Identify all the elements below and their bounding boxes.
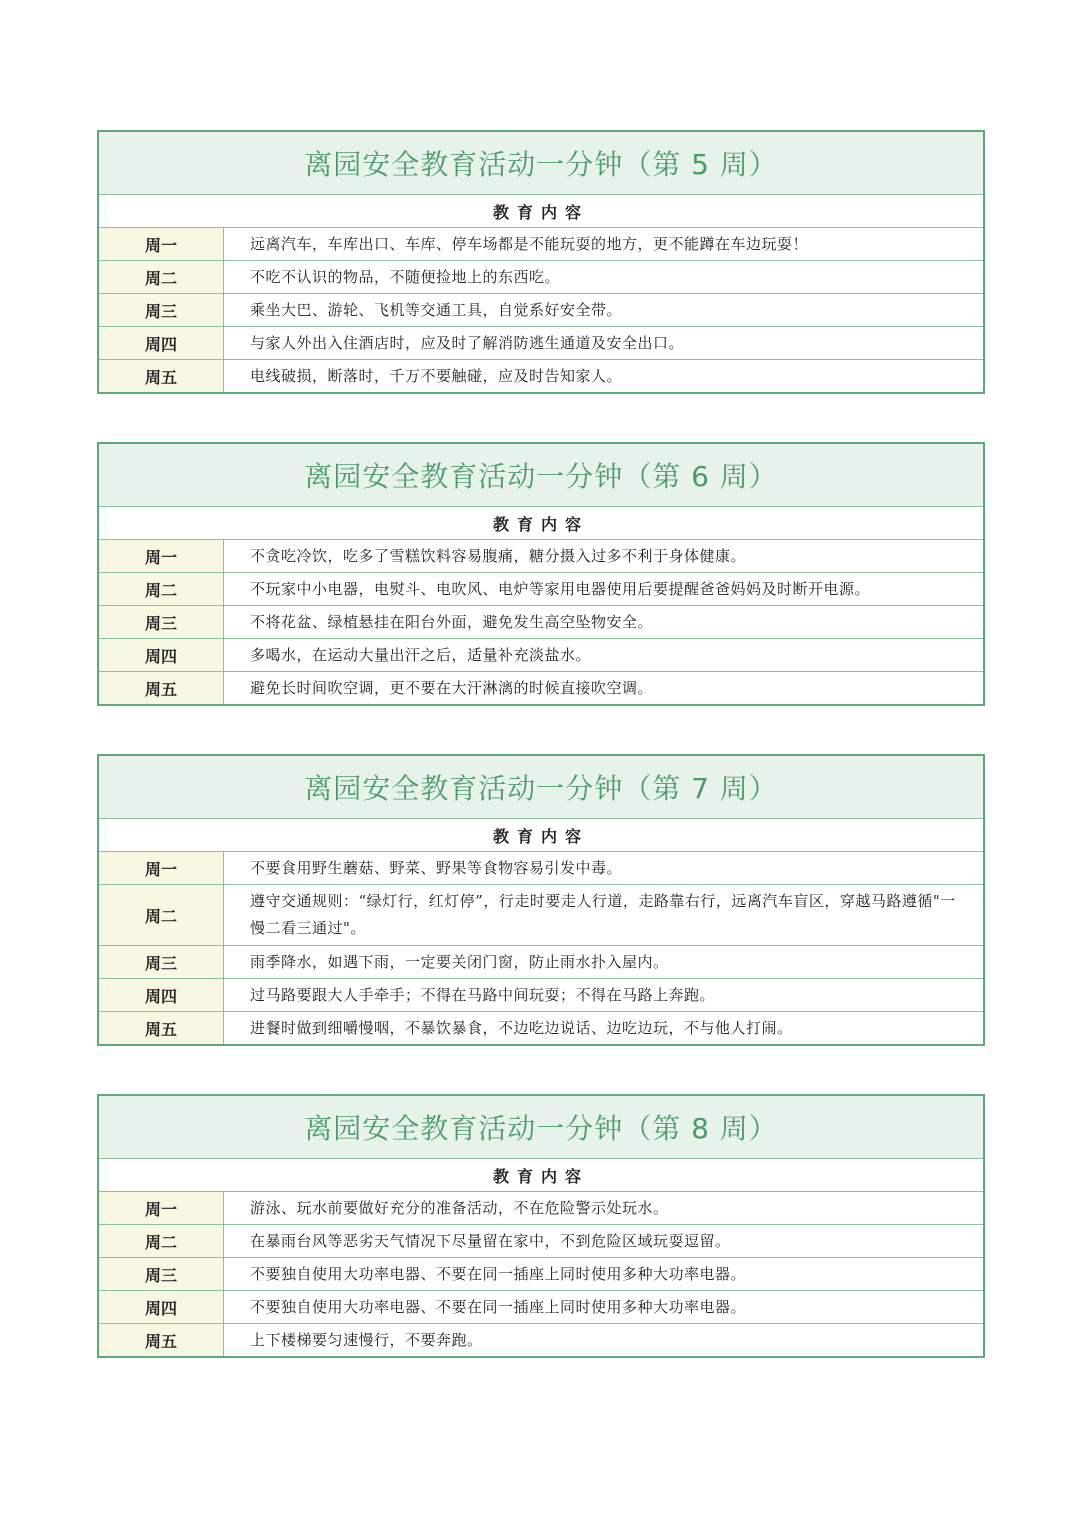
table-row <box>99 228 983 261</box>
day-label: 周一 <box>99 228 224 260</box>
content-text: 雨季降水，如遇下雨，一定要关闭门窗，防止雨水扑入屋内。 <box>250 952 669 971</box>
table-row <box>99 573 983 606</box>
table-title: 离园安全教育活动一分钟（第 6 周） <box>99 444 983 507</box>
table-header: 教育内容 <box>99 1159 983 1192</box>
table-row <box>99 1012 983 1044</box>
content-text: 不玩家中小电器，电熨斗、电吹风、电炉等家用电器使用后要提醒爸爸妈妈及时断开电源。 <box>250 579 871 598</box>
content-text: 乘坐大巴、游轮、飞机等交通工具，自觉系好安全带。 <box>250 300 623 319</box>
content-text: 不要独自使用大功率电器、不要在同一插座上同时使用多种大功率电器。 <box>250 1297 747 1316</box>
day-label: 周一 <box>99 852 224 884</box>
table-row <box>99 1324 983 1356</box>
table-row <box>99 1192 983 1225</box>
table-title: 离园安全教育活动一分钟（第 5 周） <box>99 132 983 195</box>
day-label: 周二 <box>99 885 224 945</box>
table-row <box>99 885 983 946</box>
content-text: 不吃不认识的物品，不随便捡地上的东西吃。 <box>250 267 561 286</box>
day-label: 周三 <box>99 606 224 638</box>
day-label: 周二 <box>99 1225 224 1257</box>
table-row <box>99 979 983 1012</box>
content-text: 不贪吃冷饮，吃多了雪糕饮料容易腹痛，糖分摄入过多不利于身体健康。 <box>250 546 747 565</box>
table-row <box>99 540 983 573</box>
day-label: 周二 <box>99 261 224 293</box>
content-text: 上下楼梯要匀速慢行，不要奔跑。 <box>250 1330 483 1349</box>
table-row <box>99 1225 983 1258</box>
content-text: 在暴雨台风等恶劣天气情况下尽量留在家中，不到危险区域玩耍逗留。 <box>250 1231 731 1250</box>
table-title: 离园安全教育活动一分钟（第 7 周） <box>99 756 983 819</box>
week-5-table <box>97 130 985 394</box>
table-row <box>99 639 983 672</box>
table-row <box>99 606 983 639</box>
table-row <box>99 852 983 885</box>
day-label: 周四 <box>99 327 224 359</box>
content-text: 不要独自使用大功率电器、不要在同一插座上同时使用多种大功率电器。 <box>250 1264 747 1283</box>
content-text: 不将花盆、绿植悬挂在阳台外面，避免发生高空坠物安全。 <box>250 612 654 631</box>
week-7-table <box>97 754 985 1046</box>
table-row <box>99 1291 983 1324</box>
day-label: 周五 <box>99 1324 224 1356</box>
day-label: 周三 <box>99 294 224 326</box>
day-label: 周一 <box>99 1192 224 1224</box>
week-6-table <box>97 442 985 706</box>
table-row <box>99 261 983 294</box>
table-header: 教育内容 <box>99 819 983 852</box>
content-text: 远离汽车，车库出口、车库、停车场都是不能玩耍的地方，更不能蹲在车边玩耍！ <box>250 234 809 253</box>
day-label: 周五 <box>99 1012 224 1044</box>
table-row <box>99 327 983 360</box>
table-title: 离园安全教育活动一分钟（第 8 周） <box>99 1096 983 1159</box>
day-label: 周四 <box>99 639 224 671</box>
day-label: 周二 <box>99 573 224 605</box>
content-text: 游泳、玩水前要做好充分的准备活动，不在危险警示处玩水。 <box>250 1198 669 1217</box>
day-label: 周四 <box>99 1291 224 1323</box>
content-text: 遵守交通规则：“绿灯行，红灯停”，行走时要走人行道，走路靠右行，远离汽车盲区，穿越马路遵循"一慢二看三通过"。 <box>250 892 956 937</box>
content-text: 过马路要跟大人手牵手；不得在马路中间玩耍；不得在马路上奔跑。 <box>250 985 716 1004</box>
content-text: 电线破损，断落时，千万不要触碰，应及时告知家人。 <box>250 366 623 385</box>
content-text: 与家人外出入住酒店时，应及时了解消防逃生通道及安全出口。 <box>250 333 685 352</box>
content-text: 进餐时做到细嚼慢咽，不暴饮暴食，不边吃边说话、边吃边玩，不与他人打闹。 <box>250 1018 793 1037</box>
day-label: 周五 <box>99 360 224 392</box>
week-8-table <box>97 1094 985 1358</box>
table-row <box>99 672 983 704</box>
content-text: 避免长时间吹空调，更不要在大汗淋漓的时候直接吹空调。 <box>250 678 654 697</box>
day-label: 周五 <box>99 672 224 704</box>
table-row <box>99 360 983 392</box>
content-text: 多喝水，在运动大量出汗之后，适量补充淡盐水。 <box>250 645 592 664</box>
content-text: 不要食用野生蘑菇、野菜、野果等食物容易引发中毒。 <box>250 858 623 877</box>
table-header: 教育内容 <box>99 195 983 228</box>
day-label: 周一 <box>99 540 224 572</box>
day-label: 周四 <box>99 979 224 1011</box>
table-header: 教育内容 <box>99 507 983 540</box>
table-row <box>99 946 983 979</box>
table-row <box>99 1258 983 1291</box>
table-row <box>99 294 983 327</box>
day-label: 周三 <box>99 946 224 978</box>
day-label: 周三 <box>99 1258 224 1290</box>
